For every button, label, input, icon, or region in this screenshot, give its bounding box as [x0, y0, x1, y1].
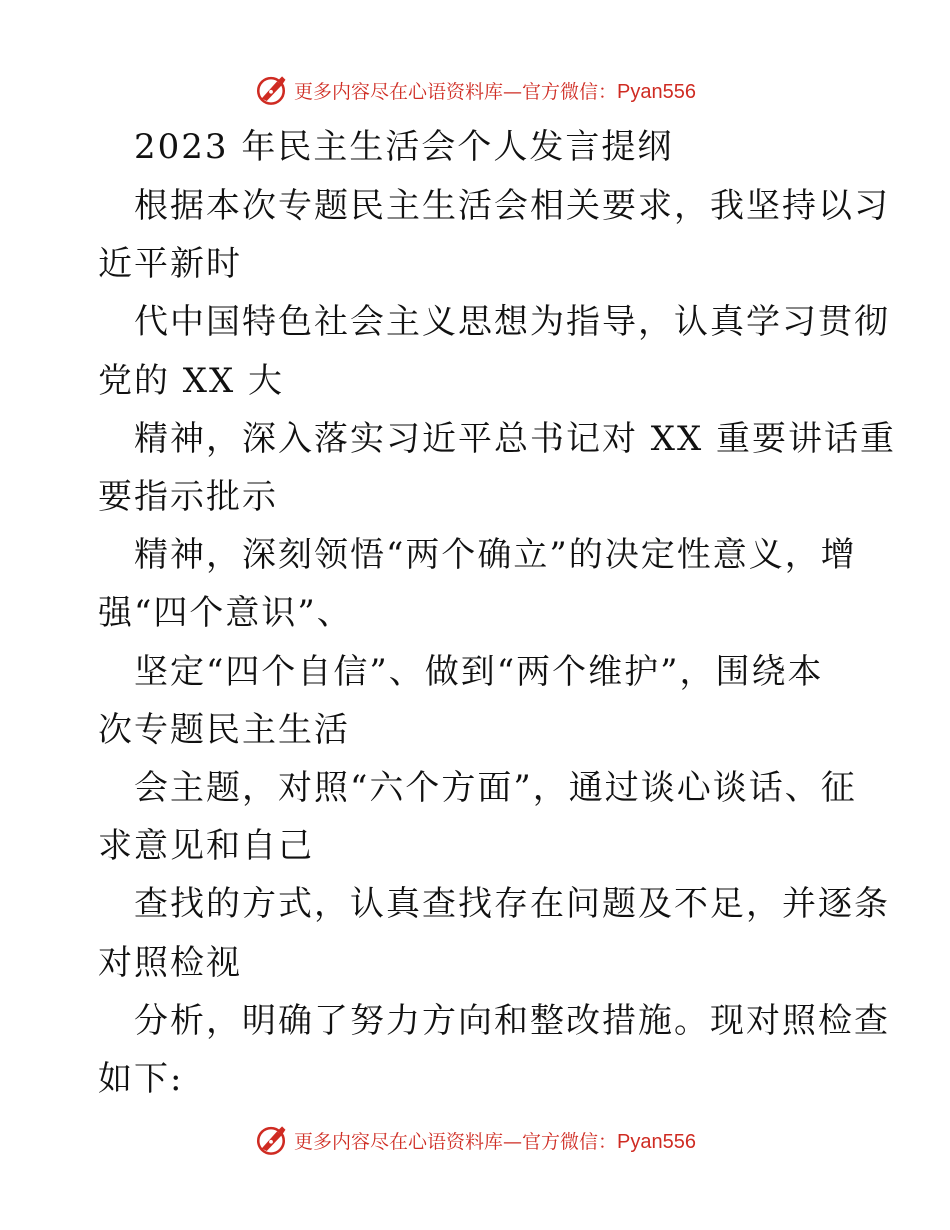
watermark-handle: Pyan556	[617, 80, 696, 103]
paragraph-line: 查找的方式，认真查找存在问题及不足，并逐条	[134, 884, 890, 925]
paragraph-line: 精神，深刻领悟“两个确立”的决定性意义，增	[134, 535, 857, 576]
paragraph-line: 坚定“四个自信”、做到“两个维护”，围绕本	[134, 651, 824, 692]
document-title: 2023 年民主生活会个人发言提纲	[134, 127, 674, 167]
paragraph-line: 代中国特色社会主义思想为指导，认真学习贯彻	[134, 302, 890, 343]
paragraph-line: 要指示批示	[98, 477, 278, 517]
watermark-handle: Pyan556	[617, 1130, 696, 1153]
paragraph-line: 分析，明确了努力方向和整改措施。现对照检查	[134, 1000, 890, 1041]
paragraph-line: 求意见和自己	[98, 826, 314, 867]
pen-nib-logo-icon	[254, 1123, 288, 1157]
paragraph-line: 党的 XX 大	[98, 360, 285, 401]
watermark-text: 更多内容尽在心语资料库—官方微信：Pyan556	[294, 80, 696, 103]
paragraph-line: 精神，深入落实习近平总书记对 XX 重要讲话重	[134, 418, 897, 459]
paragraph-line: 对照检视	[98, 942, 242, 983]
paragraph-line: 强“四个意识”、	[98, 593, 353, 634]
pen-nib-logo-icon	[254, 73, 288, 107]
paragraph-line: 会主题，对照“六个方面”，通过谈心谈话、征	[134, 768, 857, 808]
paragraph-line: 根据本次专题民主生活会相关要求，我坚持以习	[134, 186, 890, 226]
watermark-footer	[0, 1118, 950, 1162]
paragraph-line: 如下:	[98, 1059, 184, 1099]
paragraph-line: 次专题民主生活	[98, 709, 350, 750]
watermark-header	[0, 68, 950, 112]
paragraph-line: 近平新时	[98, 244, 242, 285]
watermark-text: 更多内容尽在心语资料库—官方微信：Pyan556	[294, 1130, 696, 1153]
